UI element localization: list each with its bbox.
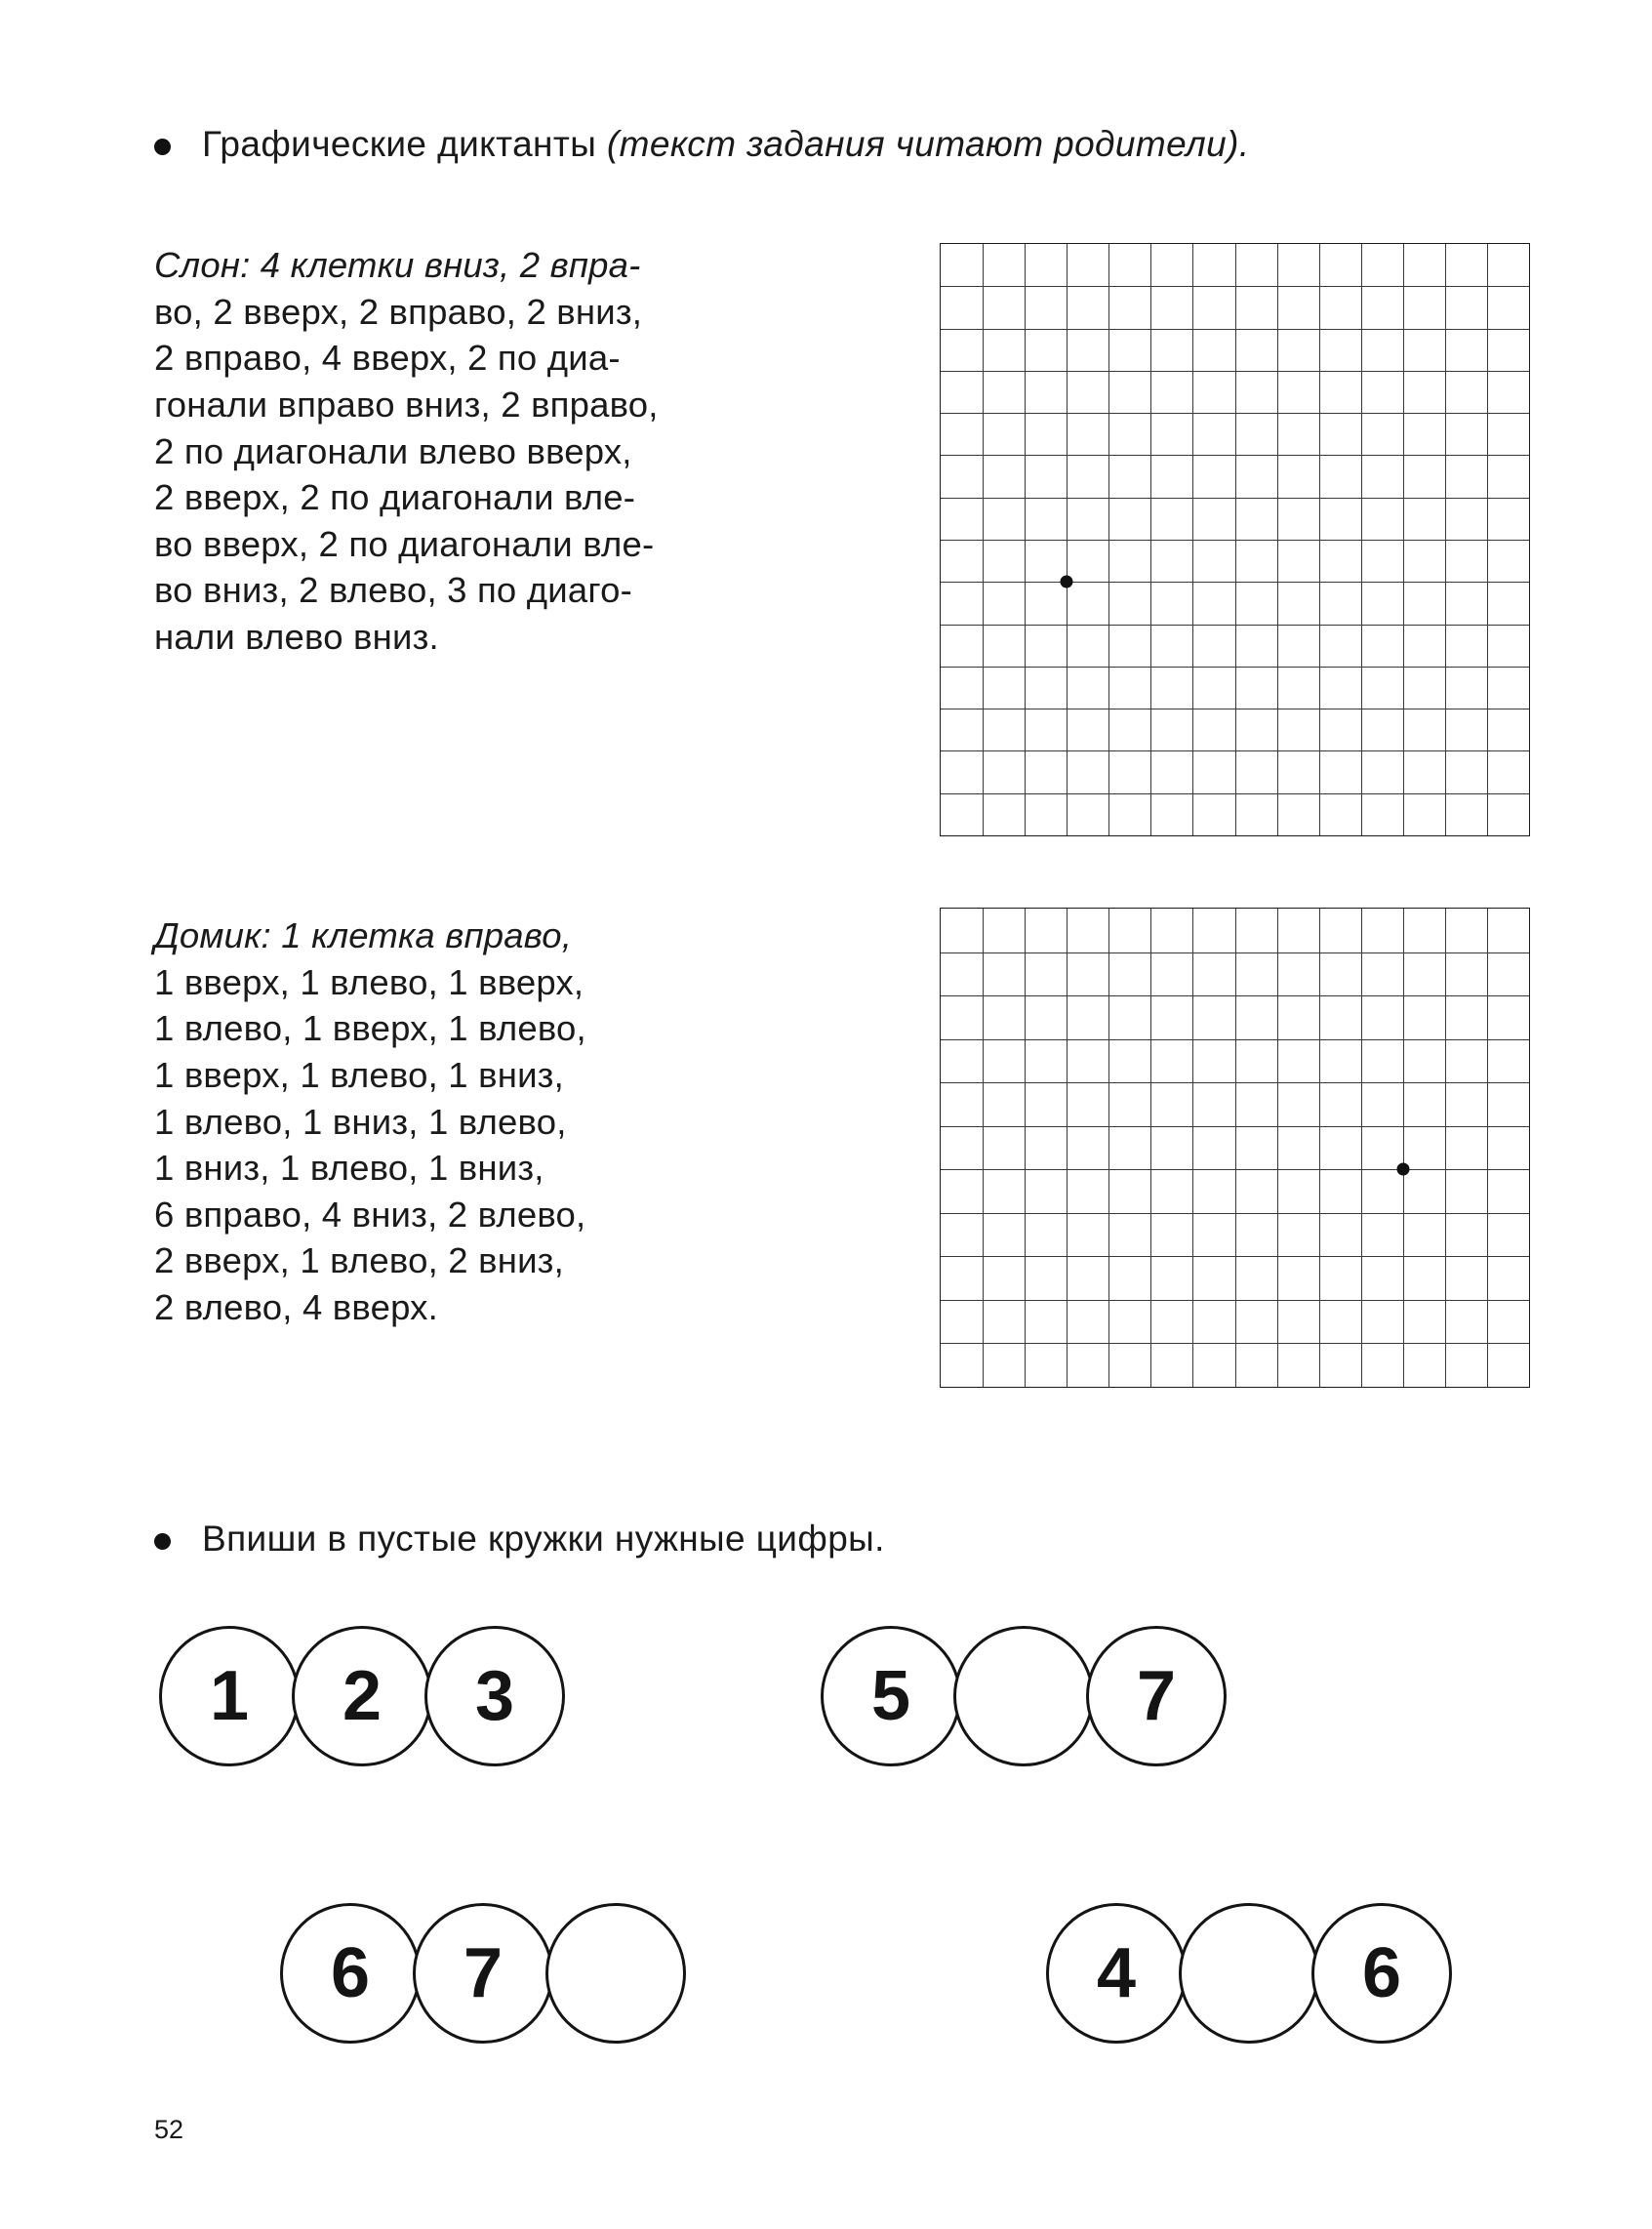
- grid-line-horizontal: [941, 329, 1529, 330]
- bullet-circles: [154, 1516, 885, 1561]
- grid-line-horizontal: [941, 1256, 1529, 1257]
- task-slon-line-3: гонали вправо вниз, 2 вправо,: [154, 384, 659, 425]
- grid-line-horizontal: [941, 371, 1529, 372]
- grid-line-horizontal: [941, 540, 1529, 541]
- grid-start-dot: [1061, 576, 1073, 588]
- task-domik-line-6: 6 вправо, 4 вниз, 2 влево,: [154, 1194, 586, 1235]
- task-domik-line-0: Домик: 1 клетка вправо,: [154, 915, 573, 955]
- grid-line-horizontal: [941, 952, 1529, 953]
- answer-circle-empty[interactable]: [1179, 1903, 1319, 2044]
- grid-line-vertical: [1319, 909, 1320, 1387]
- task-domik-line-3: 1 вверх, 1 влево, 1 вниз,: [154, 1054, 564, 1095]
- answer-circle-filled[interactable]: 5: [821, 1626, 961, 1766]
- answer-circle-empty[interactable]: [545, 1903, 686, 2044]
- grid-line-vertical: [1150, 909, 1151, 1387]
- grid-line-horizontal: [941, 498, 1529, 499]
- bullet-dot-icon: [154, 139, 171, 155]
- circle-group-row1-left: [159, 1626, 565, 1766]
- task-domik-line-5: 1 вниз, 1 влево, 1 вниз,: [154, 1148, 544, 1189]
- bullet-dictations: [154, 121, 1250, 167]
- task-domik-text: [154, 912, 837, 1331]
- answer-circle-filled[interactable]: 6: [1311, 1903, 1452, 2044]
- grid-line-horizontal: [941, 750, 1529, 751]
- bullet-dictations-prefix: Графические диктанты: [202, 124, 607, 164]
- bullet-circles-text: Впиши в пустые кружки нужные цифры.: [202, 1519, 885, 1559]
- grid-line-vertical: [1277, 909, 1278, 1387]
- task-domik-line-4: 1 влево, 1 вниз, 1 влево,: [154, 1101, 567, 1142]
- task-domik-line-2: 1 влево, 1 вверх, 1 влево,: [154, 1008, 586, 1049]
- answer-circle-filled[interactable]: 7: [1086, 1626, 1227, 1766]
- circle-group-row2-right: [1046, 1903, 1452, 2044]
- grid-line-horizontal: [941, 1213, 1529, 1214]
- circle-group-row1-right: [821, 1626, 1227, 1766]
- grid-slon[interactable]: [940, 243, 1530, 836]
- grid-line-vertical: [1445, 909, 1446, 1387]
- answer-circle-filled[interactable]: 3: [424, 1626, 565, 1766]
- grid-line-vertical: [1108, 909, 1109, 1387]
- grid-slon-inner: [941, 244, 1529, 835]
- grid-line-horizontal: [941, 625, 1529, 626]
- grid-start-dot: [1396, 1163, 1409, 1176]
- grid-line-vertical: [1235, 909, 1236, 1387]
- grid-line-vertical: [983, 909, 984, 1387]
- page-number: 52: [154, 2115, 184, 2144]
- grid-line-horizontal: [941, 455, 1529, 456]
- task-slon-line-1: во, 2 вверх, 2 вправо, 2 вниз,: [154, 291, 643, 332]
- grid-line-horizontal: [941, 413, 1529, 414]
- task-slon-line-5: 2 вверх, 2 по диагонали вле-: [154, 477, 636, 518]
- bullet-dot-icon: [154, 1533, 171, 1550]
- bullet-dictations-text: [202, 121, 1250, 167]
- task-slon-line-7: во вниз, 2 влево, 3 по диаго-: [154, 570, 632, 611]
- grid-line-horizontal: [941, 1126, 1529, 1127]
- grid-line-horizontal: [941, 995, 1529, 996]
- grid-line-horizontal: [941, 582, 1529, 583]
- grid-line-vertical: [1025, 909, 1026, 1387]
- grid-line-vertical: [1361, 909, 1362, 1387]
- task-domik-line-1: 1 вверх, 1 влево, 1 вверх,: [154, 961, 584, 1002]
- grid-line-horizontal: [941, 793, 1529, 794]
- grid-line-horizontal: [941, 1300, 1529, 1301]
- answer-circle-filled[interactable]: 6: [280, 1903, 421, 2044]
- answer-circle-filled[interactable]: 7: [413, 1903, 553, 2044]
- grid-line-horizontal: [941, 1343, 1529, 1344]
- grid-line-vertical: [1192, 909, 1193, 1387]
- answer-circle-empty[interactable]: [953, 1626, 1094, 1766]
- grid-line-horizontal: [941, 286, 1529, 287]
- grid-line-vertical: [1487, 909, 1488, 1387]
- grid-line-horizontal: [941, 1082, 1529, 1083]
- task-slon-line-4: 2 по диагонали влево вверх,: [154, 430, 632, 471]
- circle-group-row2-left: [280, 1903, 686, 2044]
- grid-line-horizontal: [941, 667, 1529, 668]
- grid-domik[interactable]: [940, 908, 1530, 1388]
- task-slon-line-0: Слон: 4 клетки вниз, 2 впра-: [154, 245, 641, 285]
- grid-line-horizontal: [941, 1169, 1529, 1170]
- grid-line-horizontal: [941, 1039, 1529, 1040]
- task-domik-line-8: 2 влево, 4 вверх.: [154, 1287, 438, 1327]
- grid-line-vertical: [1067, 909, 1068, 1387]
- task-slon-line-8: нали влево вниз.: [154, 617, 439, 657]
- answer-circle-filled[interactable]: 2: [292, 1626, 432, 1766]
- bullet-dictations-italic: (текст задания читают родители).: [606, 124, 1250, 164]
- answer-circle-filled[interactable]: 4: [1046, 1903, 1187, 2044]
- grid-domik-inner: [941, 909, 1529, 1387]
- task-slon-text: [154, 242, 896, 661]
- task-slon-line-2: 2 вправо, 4 вверх, 2 по диа-: [154, 338, 621, 379]
- task-domik-line-7: 2 вверх, 1 влево, 2 вниз,: [154, 1240, 564, 1281]
- answer-circle-filled[interactable]: 1: [159, 1626, 300, 1766]
- grid-line-vertical: [1403, 909, 1404, 1387]
- task-slon-line-6: во вверх, 2 по диагонали вле-: [154, 523, 655, 564]
